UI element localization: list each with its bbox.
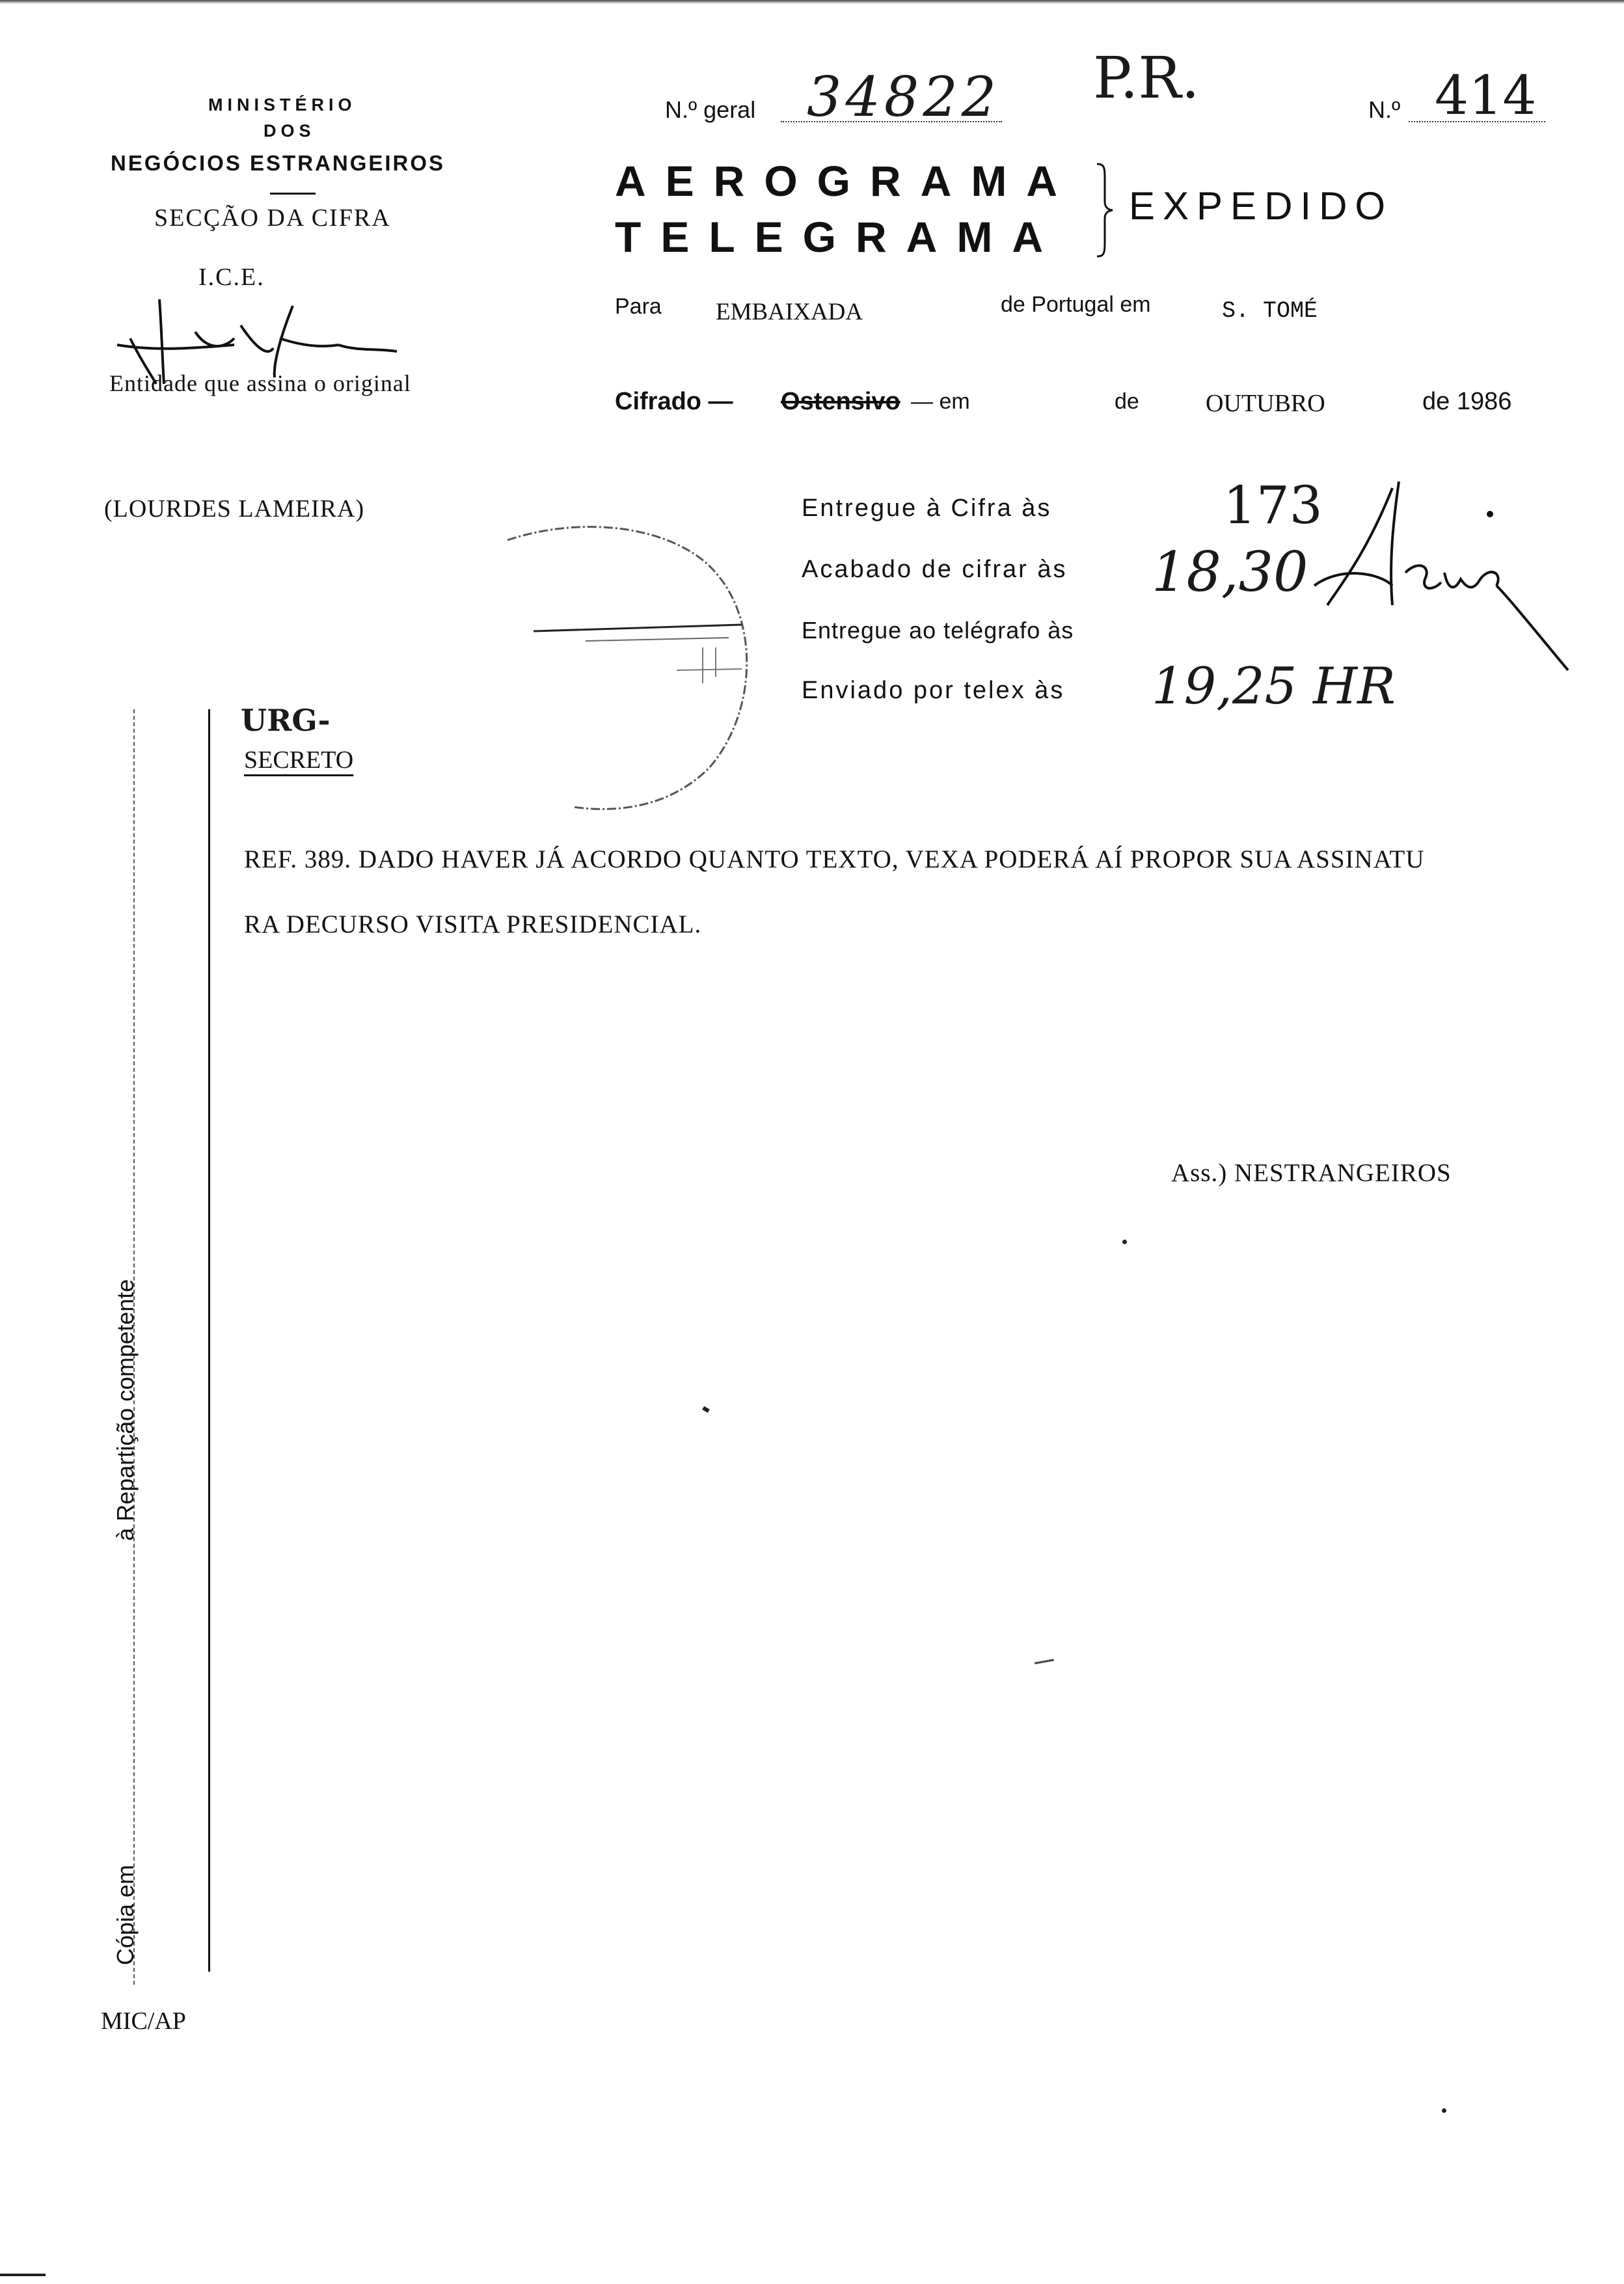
classification: SECRETO (244, 746, 354, 774)
top-scan-edge (0, 0, 1624, 4)
type-telegrama: TELEGRAMA (615, 213, 1062, 261)
no-label: N.º (1368, 96, 1401, 123)
pr-mark: P.R. (1093, 44, 1200, 111)
handwritten-initials (1301, 475, 1575, 683)
geral-number: 34822 (807, 65, 1001, 129)
copia-label: Cópia em (112, 1864, 139, 1965)
ostensivo-label: Ostensivo (781, 388, 900, 415)
de-portugal-label: de Portugal em (1001, 292, 1151, 317)
type-brace (1093, 161, 1119, 259)
section-name: SECÇÃO DA CIFRA (154, 204, 391, 232)
round-stamp (468, 501, 781, 826)
ministry-line1: MINISTÉRIO (208, 95, 357, 115)
destination: S. TOMÉ (1222, 298, 1318, 324)
acabado-time-value: 18,30 (1152, 540, 1308, 604)
telex-time-value: 19,25 HR (1152, 657, 1396, 716)
signatory-name: (LOURDES LAMEIRA) (104, 495, 365, 523)
footer-ref: MIC/AP (101, 2007, 186, 2035)
cifra-time-label: Entregue à Cifra às (802, 495, 1052, 522)
cifra-time-value: 173 (1223, 475, 1323, 536)
telex-time-label: Enviado por telex às (802, 677, 1065, 704)
bottom-left-mark (0, 2274, 46, 2276)
scan-speck (702, 1406, 710, 1413)
type-aerograma: AEROGRAMA (615, 157, 1077, 205)
scan-speck (1442, 2108, 1446, 2113)
reparticao-label: à Repartição competente (112, 1279, 139, 1541)
urgency-mark: URG- (241, 703, 331, 738)
de-label: de (1115, 389, 1139, 414)
message-signature: Ass.) NESTRANGEIROS (1171, 1159, 1452, 1187)
cifrado-label: Cifrado — (615, 388, 733, 415)
scan-speck (1122, 1240, 1127, 1244)
scan-speck (1035, 1659, 1054, 1664)
ministry-divider (270, 193, 316, 195)
para-label: Para (615, 294, 662, 319)
no-number: 414 (1435, 65, 1537, 127)
year-label: de 1986 (1422, 388, 1512, 415)
signature-caption: Entidade que assina o original (109, 370, 411, 396)
para-value: EMBAIXADA (716, 299, 863, 325)
unit-name: I.C.E. (198, 264, 265, 291)
em-label: — em (911, 389, 970, 414)
month: OUTUBRO (1206, 390, 1325, 417)
ministry-line3: NEGÓCIOS ESTRANGEIROS (111, 151, 446, 175)
geral-label: N.º geral (665, 96, 756, 123)
margin-rule (208, 709, 210, 1972)
status-expedido: EXPEDIDO (1129, 184, 1394, 228)
ministry-line2: DOS (264, 121, 316, 141)
message-line-1: REF. 389. DADO HAVER JÁ ACORDO QUANTO TEXTO, VEXA PODERÁ AÍ PROPOR SUA ASSINATU (244, 845, 1425, 873)
telegrafo-time-label: Entregue ao telégrafo às (802, 617, 1074, 644)
acabado-time-label: Acabado de cifrar às (802, 556, 1068, 583)
message-line-2: RA DECURSO VISITA PRESIDENCIAL. (244, 910, 702, 938)
